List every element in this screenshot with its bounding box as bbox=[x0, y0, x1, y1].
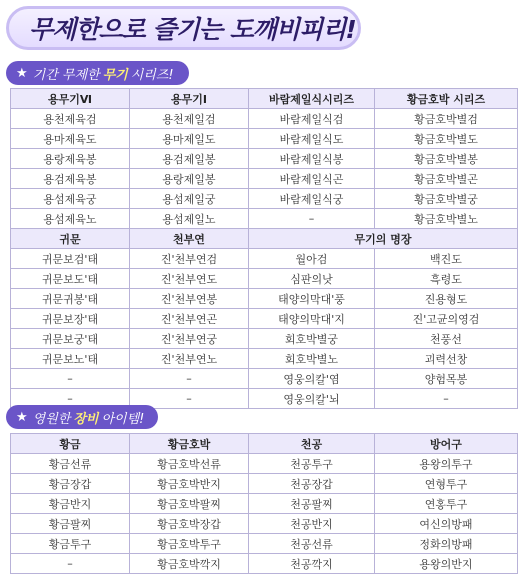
table-row bbox=[11, 129, 518, 149]
table-row bbox=[11, 169, 518, 189]
table-row bbox=[11, 474, 518, 494]
table-cell: 황금호박반지 bbox=[130, 474, 249, 494]
table-cell: 황금호박깍지 bbox=[130, 554, 249, 574]
section-equipment-heading bbox=[6, 405, 158, 429]
table-cell: 진용형도 bbox=[375, 289, 518, 309]
heading-bold: 장비 bbox=[73, 411, 99, 427]
table-row bbox=[11, 534, 518, 554]
table-header-row bbox=[11, 89, 518, 109]
column-header: 황금호박 bbox=[130, 434, 249, 454]
table-cell: 황금호박별검 bbox=[375, 109, 518, 129]
heading-bold: 무기 bbox=[102, 67, 128, 83]
table-row bbox=[11, 369, 518, 389]
table-cell: 회호박별노 bbox=[249, 349, 375, 369]
table-cell: 황금호박별궁 bbox=[375, 189, 518, 209]
table-cell: 천풍선 bbox=[375, 329, 518, 349]
table-cell: 진'천부연검 bbox=[130, 249, 249, 269]
table-row bbox=[11, 269, 518, 289]
equipment-table bbox=[10, 433, 518, 574]
table-row bbox=[11, 189, 518, 209]
table-cell: 용검제일봉 bbox=[130, 149, 249, 169]
table-cell: – bbox=[375, 389, 518, 409]
table-row bbox=[11, 349, 518, 369]
table-header-row bbox=[11, 229, 518, 249]
table-cell: 귀문보도'태 bbox=[11, 269, 130, 289]
table-row bbox=[11, 289, 518, 309]
table-cell: 백진도 bbox=[375, 249, 518, 269]
table-cell: 천공투구 bbox=[249, 454, 375, 474]
column-header: 천부연 bbox=[130, 229, 249, 249]
table-cell: 진'천부연궁 bbox=[130, 329, 249, 349]
star-icon: ★ bbox=[16, 65, 28, 81]
table-cell: 천공장갑 bbox=[249, 474, 375, 494]
table-row bbox=[11, 329, 518, 349]
table-cell: 용마제일도 bbox=[130, 129, 249, 149]
table-cell: 황금호박별노 bbox=[375, 209, 518, 229]
table-row bbox=[11, 309, 518, 329]
table-cell: – bbox=[11, 389, 130, 409]
table-row bbox=[11, 109, 518, 129]
table-cell: 괴력선창 bbox=[375, 349, 518, 369]
table-row bbox=[11, 514, 518, 534]
weapons-table bbox=[10, 88, 518, 409]
table-cell: 월아검 bbox=[249, 249, 375, 269]
table-header-row bbox=[11, 434, 518, 454]
column-header: 용무기Ⅰ bbox=[130, 89, 249, 109]
table-cell: 용섬제육노 bbox=[11, 209, 130, 229]
table-cell: 귀문보노'태 bbox=[11, 349, 130, 369]
heading-pre: 기간 무제한 bbox=[32, 67, 100, 83]
column-header: 바람제일식시리즈 bbox=[249, 89, 375, 109]
table-cell: 회호박별궁 bbox=[249, 329, 375, 349]
table-cell: 천공팔찌 bbox=[249, 494, 375, 514]
table-cell: 천공반지 bbox=[249, 514, 375, 534]
table-cell: 황금호박장갑 bbox=[130, 514, 249, 534]
table-cell: – bbox=[130, 389, 249, 409]
table-cell: 황금팔찌 bbox=[11, 514, 130, 534]
table-cell: 용랑제일봉 bbox=[130, 169, 249, 189]
table-cell: – bbox=[11, 369, 130, 389]
heading-pre: 영원한 bbox=[32, 411, 71, 427]
column-header: 방어구 bbox=[375, 434, 518, 454]
table-cell: 용섬제육궁 bbox=[11, 189, 130, 209]
table-row bbox=[11, 149, 518, 169]
column-header: 황금 bbox=[11, 434, 130, 454]
table-cell: 바람제일식궁 bbox=[249, 189, 375, 209]
table-cell: 천공깍지 bbox=[249, 554, 375, 574]
table-cell: 정화의방패 bbox=[375, 534, 518, 554]
table-cell: 심판의낫 bbox=[249, 269, 375, 289]
table-cell: 황금반지 bbox=[11, 494, 130, 514]
table-cell: 진'천부연곤 bbox=[130, 309, 249, 329]
table-cell: 황금호박선류 bbox=[130, 454, 249, 474]
table-cell: – bbox=[249, 209, 375, 229]
table-cell: 연홍투구 bbox=[375, 494, 518, 514]
table-cell: 용천제일검 bbox=[130, 109, 249, 129]
table-cell: – bbox=[11, 554, 130, 574]
column-header: 천공 bbox=[249, 434, 375, 454]
table-cell: 태양의막대'풍 bbox=[249, 289, 375, 309]
table-cell: 용검제육봉 bbox=[11, 169, 130, 189]
table-cell: 귀문보검'태 bbox=[11, 249, 130, 269]
heading-post: 아이템! bbox=[101, 411, 145, 427]
table-cell: 황금호박별도 bbox=[375, 129, 518, 149]
table-cell: 영웅의칼'뇌 bbox=[249, 389, 375, 409]
table-cell: – bbox=[130, 369, 249, 389]
table-cell: 흑령도 bbox=[375, 269, 518, 289]
table-cell: 용왕의반지 bbox=[375, 554, 518, 574]
heading-post: 시리즈! bbox=[130, 67, 174, 83]
table-cell: 황금호박별봉 bbox=[375, 149, 518, 169]
table-cell: 바람제일식곤 bbox=[249, 169, 375, 189]
table-cell: 귀문보장'태 bbox=[11, 309, 130, 329]
table-cell: 태양의막대'지 bbox=[249, 309, 375, 329]
table-cell: 여신의방패 bbox=[375, 514, 518, 534]
table-cell: 진'천부연도 bbox=[130, 269, 249, 289]
table-cell: 황금호박투구 bbox=[130, 534, 249, 554]
table-cell: 황금투구 bbox=[11, 534, 130, 554]
table-row bbox=[11, 209, 518, 229]
table-row bbox=[11, 454, 518, 474]
table-cell: 바람제일식봉 bbox=[249, 149, 375, 169]
table-cell: 황금장갑 bbox=[11, 474, 130, 494]
table-cell: 양험목봉 bbox=[375, 369, 518, 389]
table-cell: 바람제일식도 bbox=[249, 129, 375, 149]
table-cell: 용천제육검 bbox=[11, 109, 130, 129]
star-icon: ★ bbox=[16, 409, 28, 425]
table-cell: 천공선류 bbox=[249, 534, 375, 554]
table-cell: 황금선류 bbox=[11, 454, 130, 474]
table-cell: 진'고균의영검 bbox=[375, 309, 518, 329]
page-banner bbox=[6, 6, 361, 50]
table-cell: 용왕의투구 bbox=[375, 454, 518, 474]
table-cell: 귀문보궁'태 bbox=[11, 329, 130, 349]
table-row bbox=[11, 494, 518, 514]
banner-title: 무제한으로 즐기는 도깨비피리! bbox=[29, 15, 356, 44]
column-header: 무기의 명장 bbox=[249, 229, 518, 249]
column-header: 용무기Ⅵ bbox=[11, 89, 130, 109]
table-cell: 용섬제일노 bbox=[130, 209, 249, 229]
table-cell: 바람제일식검 bbox=[249, 109, 375, 129]
table-cell: 영웅의칼'염 bbox=[249, 369, 375, 389]
table-cell: 용마제육도 bbox=[11, 129, 130, 149]
table-row bbox=[11, 249, 518, 269]
table-cell: 진'천부연노 bbox=[130, 349, 249, 369]
table-cell: 황금호박별곤 bbox=[375, 169, 518, 189]
table-cell: 용랑제육봉 bbox=[11, 149, 130, 169]
column-header: 황금호박 시리즈 bbox=[375, 89, 518, 109]
column-header: 귀문 bbox=[11, 229, 130, 249]
table-cell: 연형투구 bbox=[375, 474, 518, 494]
table-cell: 진'천부연봉 bbox=[130, 289, 249, 309]
table-cell: 황금호박팔찌 bbox=[130, 494, 249, 514]
table-cell: 귀문귀봉'태 bbox=[11, 289, 130, 309]
section-weapons-heading bbox=[6, 61, 189, 85]
table-row bbox=[11, 554, 518, 574]
table-cell: 용섬제일궁 bbox=[130, 189, 249, 209]
